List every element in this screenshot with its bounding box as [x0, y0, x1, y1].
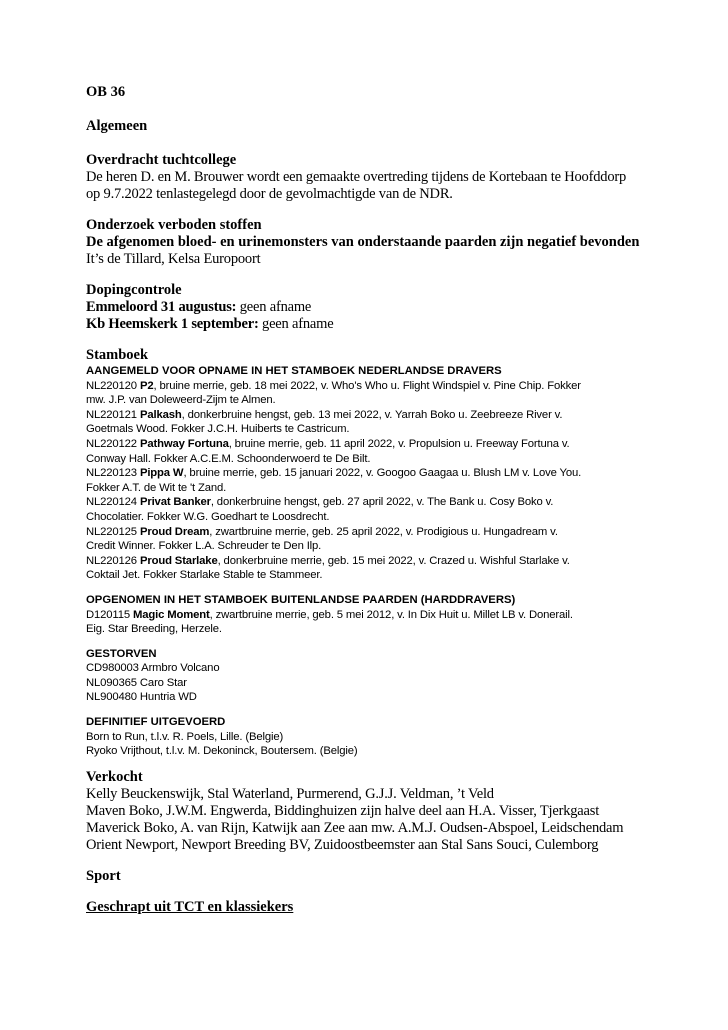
entry-id: NL220122: [86, 437, 140, 450]
stamboek-entry-line-2: Goetmals Wood. Fokker J.C.H. Huiberts te Castricum.: [86, 423, 350, 436]
definitief-item: Born to Run, t.l.v. R. Poels, Lille. (Belgie): [86, 730, 284, 743]
entry-id: NL220120: [86, 379, 140, 392]
entry-id: NL220125: [86, 525, 140, 538]
entry-id: NL220121: [86, 408, 140, 421]
entry-id: NL220123: [86, 467, 140, 480]
entry-description: , bruine merrie, geb. 11 april 2022, v. Propulsion u. Freeway Fortuna v.: [228, 437, 570, 450]
entry-horse-name: Proud Dream: [139, 525, 210, 538]
entry-description: , donkerbruine merrie, geb. 15 mei 2022, v. Crazed u. Wishful Starlake v.: [217, 554, 570, 567]
document-page: [86, 84, 646, 916]
entry-horse-name: Palkash: [139, 408, 182, 421]
entry-id: NL220124: [86, 496, 140, 509]
entry-description: , donkerbruine hengst, geb. 27 april 2022, v. The Bank u. Cosy Boko v.: [210, 496, 554, 509]
gestorven-heading: GESTORVEN: [86, 647, 157, 660]
onderzoek-horses: It’s de Tillard, Kelsa Europoort: [86, 251, 261, 267]
stamboek-entry-line-2: Conway Hall. Fokker A.C.E.M. Schoonderwoerd te De Bilt.: [86, 452, 371, 465]
entry-horse-name: Privat Banker: [139, 496, 211, 509]
gestorven-item: NL090365 Caro Star: [86, 676, 187, 689]
document-title: OB 36: [86, 84, 126, 100]
section-algemeen-heading: Algemeen: [86, 118, 148, 134]
doping-row-1-value: geen afname: [236, 299, 312, 315]
entry-horse-name: Pippa W: [139, 467, 184, 480]
onderzoek-heading: Onderzoek verboden stoffen: [86, 217, 262, 233]
doping-heading: Dopingcontrole: [86, 282, 182, 298]
gestorven-item: CD980003 Armbro Volcano: [86, 662, 220, 675]
buitenland-entry-line-2: Eig. Star Breeding, Herzele.: [86, 623, 222, 636]
entry-description: , bruine merrie, geb. 15 januari 2022, v. Googoo Gaagaa u. Blush LM v. Love You.: [183, 467, 582, 480]
doping-row-2-label: Kb Heemskerk 1 september:: [86, 316, 259, 332]
entry-description: , zwartbruine merrie, geb. 25 april 2022, v. Prodigious u. Hungadream v.: [209, 525, 558, 538]
doping-row-1-label: Emmeloord 31 augustus:: [86, 299, 237, 315]
buitenland-id: D120115: [86, 608, 133, 621]
stamboek-heading: Stamboek: [86, 347, 149, 363]
doping-row-2: [86, 316, 646, 333]
stamboek-entry-line-1: [86, 495, 646, 510]
doping-row-2-value: geen afname: [258, 316, 334, 332]
entry-horse-name: Pathway Fortuna: [139, 437, 229, 450]
entry-description: , bruine merrie, geb. 18 mei 2022, v. Who's Who u. Flight Windspiel v. Pine Chip. Fokker: [153, 379, 581, 392]
sport-heading: Sport: [86, 867, 121, 884]
buitenland-entry-line-1: [86, 608, 646, 623]
stamboek-entry-line-2: Fokker A.T. de Wit te 't Zand.: [86, 481, 227, 494]
verkocht-heading: Verkocht: [86, 768, 143, 785]
verkocht-line: Orient Newport, Newport Breeding BV, Zuidoostbeemster aan Stal Sans Souci, Culemborg: [86, 836, 599, 853]
doping-row-1: [86, 299, 646, 316]
stamboek-entry-line-1: [86, 525, 646, 540]
gestorven-item: NL900480 Huntria WD: [86, 691, 197, 704]
onderzoek-subheading: De afgenomen bloed- en urinemonsters van onderstaande paarden zijn negatief bevonden: [86, 234, 640, 250]
stamboek-entry-line-1: [86, 437, 646, 452]
tucht-line-2: op 9.7.2022 tenlastegelegd door de gevolmachtigde van de NDR.: [86, 186, 453, 202]
entry-description: , donkerbruine hengst, geb. 13 mei 2022, v. Yarrah Boko u. Zeebreeze River v.: [181, 408, 563, 421]
buitenland-name: Magic Moment: [132, 608, 210, 621]
entry-horse-name: P2: [139, 379, 154, 392]
verkocht-line: Maven Boko, J.W.M. Engwerda, Biddinghuizen zijn halve deel aan H.A. Visser, Tjerkgaast: [86, 802, 600, 819]
geschrapt-heading: Geschrapt uit TCT en klassiekers: [86, 898, 294, 915]
definitief-item: Ryoko Vrijthout, t.l.v. M. Dekoninck, Boutersem. (Belgie): [86, 745, 358, 758]
aangemeld-list: [86, 379, 646, 583]
verkocht-line: Kelly Beuckenswijk, Stal Waterland, Purmerend, G.J.J. Veldman, ’t Veld: [86, 785, 494, 802]
tucht-heading: Overdracht tuchtcollege: [86, 152, 237, 168]
stamboek-entry-line-2: Coktail Jet. Fokker Starlake Stable te Stammeer.: [86, 569, 323, 582]
entry-horse-name: Proud Starlake: [139, 554, 218, 567]
buitenland-heading: OPGENOMEN IN HET STAMBOEK BUITENLANDSE PAARDEN (HARDDRAVERS): [86, 593, 516, 606]
buitenland-desc: , zwartbruine merrie, geb. 5 mei 2012, v. In Dix Huit u. Millet LB v. Donerail.: [209, 608, 573, 621]
stamboek-entry-line-2: Credit Winner. Fokker L.A. Schreuder te Den Ilp.: [86, 540, 322, 553]
aangemeld-heading: AANGEMELD VOOR OPNAME IN HET STAMBOEK NEDERLANDSE DRAVERS: [86, 365, 502, 377]
entry-id: NL220126: [86, 554, 140, 567]
verkocht-line: Maverick Boko, A. van Rijn, Katwijk aan Zee aan mw. A.M.J. Oudsen-Abspoel, Leidschendam: [86, 819, 624, 836]
stamboek-entry-line-1: [86, 379, 646, 394]
stamboek-entry-line-2: mw. J.P. van Doleweerd-Zijm te Almen.: [86, 394, 276, 407]
definitief-heading: DEFINITIEF UITGEVOERD: [86, 716, 226, 729]
tucht-line-1: De heren D. en M. Brouwer wordt een gemaakte overtreding tijdens de Kortebaan te Hoofddorp: [86, 169, 627, 185]
stamboek-entry-line-1: [86, 408, 646, 423]
stamboek-entry-line-2: Chocolatier. Fokker W.G. Goedhart te Loosdrecht.: [86, 510, 330, 523]
stamboek-entry-line-1: [86, 466, 646, 481]
stamboek-entry-line-1: [86, 554, 646, 569]
